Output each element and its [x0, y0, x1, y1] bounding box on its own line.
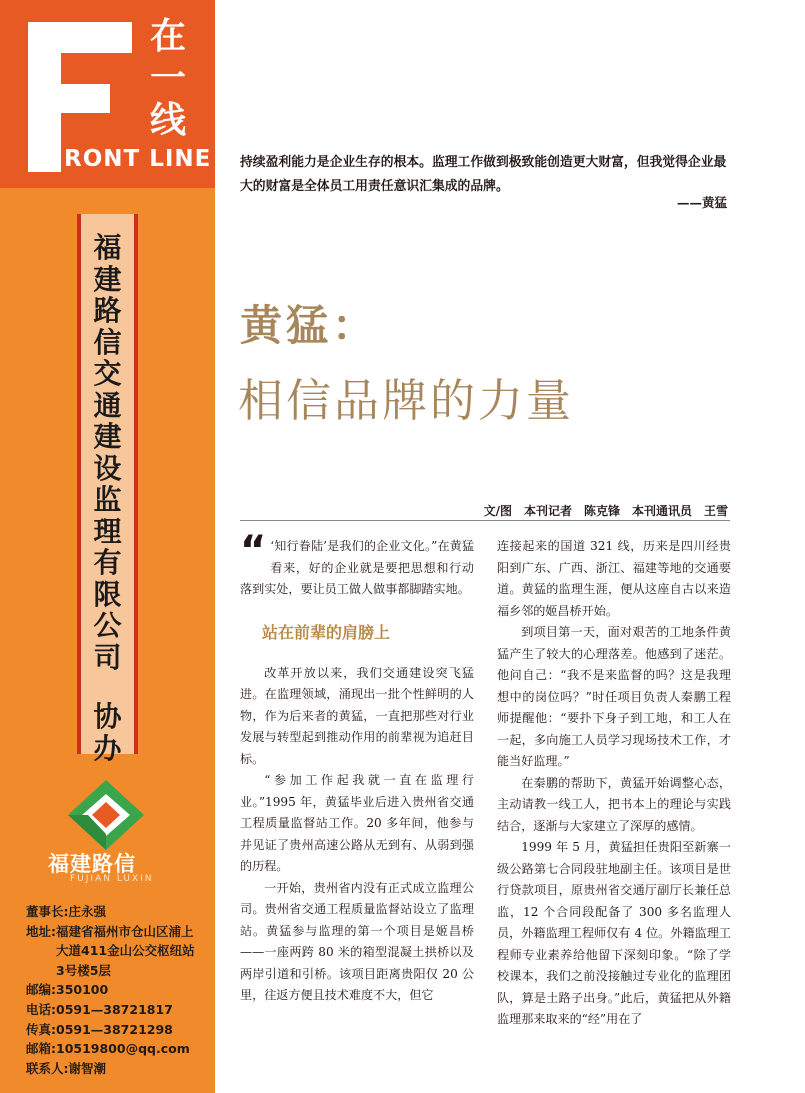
contact-value: 庄永强: [68, 904, 107, 919]
logo-name: 福建路信: [48, 852, 136, 876]
banner-char: 信: [93, 325, 122, 359]
paragraph: 改革开放以来，我们交通建设突飞猛进。在监理领域，涌现出一批个性鲜明的人物，作为后来者的黄猛，一直把那些对行业发展与转型起到推动作用的前辈视为追赶目标。: [240, 665, 474, 766]
contact-info: [26, 902, 211, 1078]
contact-value: 谢智潮: [68, 1060, 107, 1076]
section-subheading: 站在前辈的肩膀上: [262, 622, 391, 642]
article-title-name: 黄猛：: [240, 301, 379, 350]
contact-label: 董事长:: [26, 904, 69, 919]
contact-row: [26, 1000, 211, 1020]
byline: 文/图 本刊记者 陈克锋 本刊通讯员 王雪: [483, 504, 728, 518]
organizer-banner: [77, 214, 138, 765]
contact-label: 邮编:: [26, 982, 56, 998]
contact-value: 大道411金山公交枢纽站: [56, 943, 195, 959]
contact-value: 3号楼5层: [56, 962, 111, 978]
column-char: 在: [149, 16, 186, 57]
banner-char: 公: [93, 609, 122, 642]
byline-divider: [240, 520, 730, 521]
pull-quote-author: ——黄猛: [676, 195, 727, 210]
organizer-banner-text: [81, 232, 134, 764]
column-brand-block: [0, 0, 215, 188]
paragraph: 1999 年 5 月，黄猛担任贵阳至新寨一级公路第七合同段驻地副主任。该项目是世行贷款项目，原贵州省交通厅副厅长兼任总监，12 个合同段配备了 300 多名监理人员，外籍监理工程师仅有 4 位。外籍监理工程师专业素养给他留下深刻印象。“除了学校课本，我们之前没接触过专业化的监理团队，算是土路子出身。”此后，黄猛把从外籍监理那来取来的“经”用在了: [497, 840, 731, 1026]
pull-quote: 持续盈利能力是企业生存的根本。监理工作做到极致能创造更大财富，但我觉得企业最大的财富是全体员工用责任意识汇集成的品牌。: [240, 155, 727, 194]
luxin-logo-icon: [64, 778, 148, 852]
column-char: 线: [149, 100, 186, 141]
contact-row: [26, 1039, 211, 1059]
contact-label: 传真:: [26, 1021, 56, 1037]
article-column-right: [497, 536, 731, 1031]
logo-english-name: FUJIAN LUXIN: [70, 874, 154, 884]
paragraph: “参加工作起我就一直在监理行业。”1995 年，黄猛毕业后进入贵州省交通工程质量监督站工作。20 多年间，他参与并见证了贵州高速公路从无到有、从弱到强的历程。: [240, 773, 474, 873]
contact-label: 联系人:: [26, 1060, 69, 1076]
banner-char: 有: [93, 546, 122, 579]
banner-char: 司: [93, 640, 122, 674]
banner-char: 福: [93, 231, 122, 264]
banner-char: 建: [93, 420, 122, 453]
contact-row: [26, 941, 211, 961]
banner-char: 设: [93, 451, 122, 485]
left-sidebar: [0, 0, 215, 1093]
front-line-label: RONT LINE: [64, 146, 212, 172]
banner-char: 限: [93, 577, 122, 611]
article-title: 相信品牌的力量: [238, 374, 575, 427]
contact-value: 0591—38721817: [56, 1001, 173, 1017]
banner-role-char: 办: [93, 731, 122, 765]
contact-row: [26, 922, 211, 942]
article-column-left: [240, 528, 474, 1007]
contact-value: 350100: [56, 982, 109, 998]
intro-paragraph: ‘知行眷陆’是我们的企业文化。”在黄猛看来，好的企业就是要把思想和行动落到实处，要让员工做人做事都脚踏实地。: [240, 539, 474, 596]
banner-char: 监: [93, 483, 122, 516]
quote-mark-icon: “: [240, 528, 267, 574]
banner-char: 理: [93, 514, 122, 548]
contact-row: [26, 902, 211, 922]
contact-value: 0591—38721298: [56, 1021, 173, 1037]
paragraph: 一开始，贵州省内没有正式成立监理公司。贵州省交通工程质量监督站设立了监理站。黄猛参与监理的第一个项目是姬昌桥——一座两跨 80 米的箱型混凝土拱桥以及两岸引道和引桥。该项目距离贵阳仅 20 公里，往返方便且技术难度不大，但它: [240, 880, 474, 1002]
banner-char: 路: [93, 294, 122, 327]
contact-row: [26, 1059, 211, 1079]
banner-char: 交: [93, 357, 122, 390]
contact-value: 10519800@qq.com: [56, 1041, 190, 1057]
contact-label: 邮箱:: [26, 1041, 56, 1057]
column-char: 一: [149, 58, 186, 99]
paragraph: 到项目第一天，面对艰苦的工地条件黄猛产生了较大的心理落差。他感到了迷茫。他问自己：“我不是来监督的吗？这是我理想中的岗位吗？”时任项目负责人秦鹏工程师提醒他：“要扑下身子到工地，和工人在一起，多向施工人员学习现场技术工作，才能当好监理。”: [497, 625, 731, 768]
contact-label: 电话:: [26, 1001, 56, 1017]
contact-row: [26, 1020, 211, 1040]
banner-char: 建: [93, 262, 122, 296]
contact-row: [26, 961, 211, 981]
contact-value: 福建省福州市仓山区浦上: [56, 923, 194, 939]
contact-label: 地址:: [26, 923, 56, 939]
banner-char: 通: [93, 388, 122, 422]
paragraph: 连接起来的国道 321 线，历来是四川经贵阳到广东、广西、浙江、福建等地的交通要道。黄猛的监理生涯，便从这座自古以来造福乡邻的姬昌桥开始。: [497, 539, 731, 618]
paragraph: 在秦鹏的帮助下，黄猛开始调整心态，主动请教一线工人，把书本上的理论与实践结合，逐渐与大家建立了深厚的感情。: [497, 775, 731, 833]
contact-row: [26, 980, 211, 1000]
column-name-vertical: [138, 16, 198, 142]
banner-role-char: 协: [93, 700, 122, 733]
